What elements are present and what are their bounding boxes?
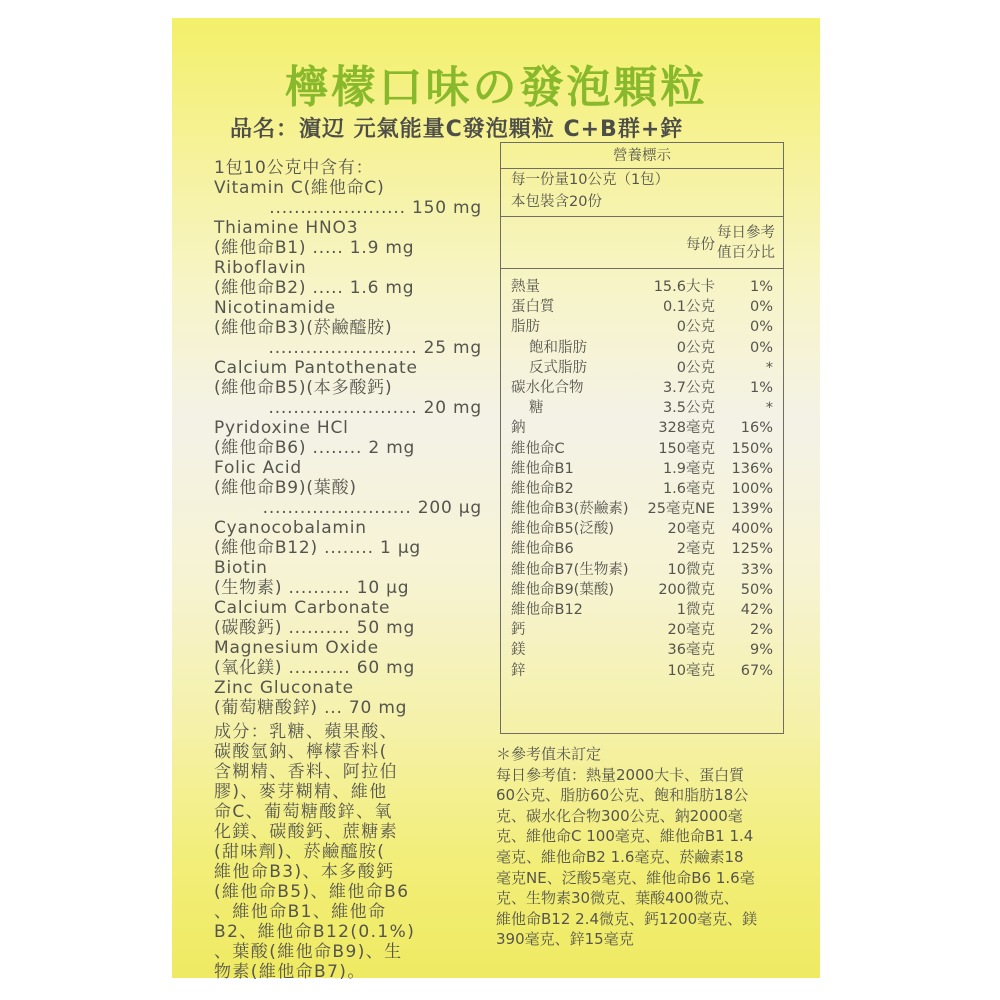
notes-line: 克、碳水化合物300公克、鈉2000毫: [496, 806, 743, 825]
notes-line: 維他命B12 2.4微克、鈣1200毫克、鎂: [496, 909, 758, 928]
nutrient-name: 維他命B7(生物素): [511, 561, 629, 578]
contents-line: (生物素) .......... 10 μg: [214, 578, 410, 598]
nutrient-amount: 0公克: [676, 339, 715, 356]
contents-line: (維他命B2) ..... 1.6 mg: [214, 278, 415, 298]
ingredients-line: 命C、葡萄糖酸鋅、氧: [214, 802, 393, 822]
serving-size: 每一份量10公克（1包）: [511, 172, 670, 188]
contents-line: Pyridoxine HCl: [214, 418, 349, 438]
nutrition-row: [501, 358, 783, 378]
nutrient-name: 維他命B2: [511, 480, 574, 497]
contents-line: 1包10公克中含有：: [214, 158, 374, 178]
contents-line: (維他命B12) ........ 1 μg: [214, 538, 422, 558]
nutrient-name: 飽和脂肪: [529, 339, 587, 356]
nutrient-daily-percent: 67%: [740, 662, 773, 679]
notes-line: 毫克、維他命B2 1.6毫克、菸鹼素18: [496, 847, 744, 866]
contents-line: (維他命B5)(本多酸鈣): [214, 378, 393, 398]
contents-line: Zinc Gluconate: [214, 678, 354, 698]
nutrient-name: 鋅: [511, 662, 526, 679]
contents-line: Calcium Pantothenate: [214, 358, 418, 378]
nutrition-row: [501, 459, 783, 479]
ingredients-line: 成分：乳糖、蘋果酸、: [214, 722, 398, 742]
contents-line: Nicotinamide: [214, 298, 336, 318]
nutrient-name: 脂肪: [511, 319, 540, 336]
contents-line: (維他命B3)(菸鹼醯胺): [214, 318, 393, 338]
nutrition-row: [501, 317, 783, 337]
nutrition-row: [501, 479, 783, 499]
contents-line: ...................... 150 mg: [269, 198, 482, 218]
nutrient-daily-percent: 33%: [740, 561, 773, 578]
ingredients-line: 化鎂、碳酸鈣、蔗糖素: [214, 822, 398, 842]
nutrition-row: [501, 439, 783, 459]
contents-line: Riboflavin: [214, 258, 307, 278]
nutrition-row: [501, 378, 783, 398]
nutrient-daily-percent: *: [765, 400, 773, 417]
nutrient-name: 維他命B12: [511, 602, 583, 618]
contents-line: Vitamin C(維他命C): [214, 178, 385, 198]
nutrient-amount: 25毫克NE: [647, 501, 715, 518]
contents-line: Thiamine HNO3: [214, 218, 359, 238]
daily-value-header: [715, 223, 777, 263]
nutrition-row: [501, 580, 783, 600]
product-title: 檸檬口味の發泡顆粒: [284, 62, 708, 113]
nutrient-amount: 328毫克: [658, 420, 715, 437]
notes-line: 克、生物素30微克、葉酸400微克、: [496, 889, 739, 908]
ingredients-line: 碳酸氫鈉、檸檬香料(: [214, 742, 388, 762]
nutrient-daily-percent: 136%: [731, 460, 773, 477]
nutrient-daily-percent: 9%: [749, 642, 773, 659]
nutrient-daily-percent: 139%: [731, 501, 773, 518]
contents-line: Biotin: [214, 558, 268, 578]
nutrient-daily-percent: 100%: [731, 480, 773, 497]
daily-value-header-line2: 值百分比: [717, 245, 775, 261]
contents-line: (氧化鎂) .......... 60 mg: [214, 658, 416, 678]
notes-line: 60公克、脂肪60公克、飽和脂肪18公: [496, 786, 749, 805]
nutrient-name: 維他命B5(泛酸): [511, 521, 614, 538]
nutrient-amount: 1微克: [676, 602, 715, 618]
notes-line: 毫克NE、泛酸5毫克、維他命B6 1.6毫: [496, 868, 755, 887]
nutrition-row: [501, 418, 783, 438]
nutrient-name: 蛋白質: [511, 299, 555, 316]
ingredients-line: 膠)、麥芽糊精、維他: [214, 782, 388, 802]
serving-info: [501, 169, 783, 217]
nutrient-amount: 36毫克: [667, 642, 715, 659]
contents-line: ........................ 200 μg: [262, 498, 482, 518]
contents-line: (維他命B6) ........ 2 mg: [214, 438, 416, 458]
nutrient-name: 鈉: [511, 420, 526, 437]
nutrient-daily-percent: 125%: [731, 541, 773, 558]
ingredients-line: (維他命B5)、維他命B6: [214, 882, 410, 902]
nutrient-daily-percent: 0%: [749, 299, 773, 316]
contents-line: (維他命B9)(葉酸): [214, 478, 357, 498]
package-panel: [172, 18, 820, 982]
contents-line: (維他命B1) ..... 1.9 mg: [214, 238, 415, 258]
nutrient-daily-percent: 16%: [740, 420, 773, 437]
contents-line: (碳酸鈣) .......... 50 mg: [214, 618, 416, 638]
nutrient-amount: 3.5公克: [662, 400, 715, 417]
nutrient-name: 碳水化合物: [511, 379, 584, 396]
nutrient-amount: 1.6毫克: [662, 480, 715, 497]
nutrition-row: [501, 519, 783, 539]
nutrient-name: 維他命B3(菸鹼素): [511, 501, 629, 518]
nutrient-daily-percent: *: [765, 359, 773, 376]
nutrient-amount: 10微克: [667, 561, 715, 578]
nutrition-row: [501, 499, 783, 519]
notes-block: [496, 744, 796, 950]
nutrient-daily-percent: 0%: [749, 339, 773, 356]
nutrient-daily-percent: 42%: [740, 602, 773, 618]
product-name-line: 品名：濵辺 元氣能量C發泡顆粒 C+B群+鋅: [230, 117, 684, 142]
ingredients-line: (甜味劑)、菸鹼醯胺(: [214, 842, 386, 862]
ingredients-line: B2、維他命B12(0.1%): [214, 922, 416, 942]
nutrient-name: 鎂: [511, 642, 526, 659]
contents-line: (葡萄糖酸鋅) ... 70 mg: [214, 698, 408, 718]
nutrition-heading: 營養標示: [501, 143, 783, 169]
notes-line: ＊參考值未訂定: [496, 745, 602, 763]
nutrient-daily-percent: 400%: [731, 521, 773, 538]
nutrition-row: [501, 620, 783, 640]
ingredients-line: 、維他命B1、維他命: [214, 902, 387, 922]
nutrition-row: [501, 398, 783, 418]
nutrient-name: 維他命B1: [511, 460, 574, 477]
servings-per-package: 本包裝含20份: [511, 194, 602, 210]
nutrition-rows: [501, 269, 783, 681]
nutrient-amount: 200微克: [658, 581, 715, 598]
nutrient-amount: 2毫克: [676, 541, 715, 558]
nutrient-name: 維他命B6: [511, 541, 574, 558]
nutrient-daily-percent: 50%: [740, 581, 773, 598]
nutrient-name: 鈣: [511, 622, 526, 639]
nutrient-name: 維他命B9(葉酸): [511, 581, 614, 598]
nutrient-name: 維他命C: [511, 440, 565, 457]
nutrient-amount: 1.9毫克: [662, 460, 715, 477]
contents-line: Calcium Carbonate: [214, 598, 391, 618]
notes-line: 每日參考值：熱量2000大卡、蛋白質: [496, 765, 745, 784]
nutrient-amount: 0公克: [676, 359, 715, 376]
nutrient-daily-percent: 1%: [749, 279, 773, 295]
ingredients-list: [214, 722, 484, 982]
nutrient-amount: 10毫克: [667, 662, 715, 679]
ingredients-line: 、葉酸(維他命B9)、生: [214, 942, 403, 962]
notes-line: 390毫克、鋅15毫克: [496, 930, 634, 949]
nutrition-row: [501, 277, 783, 297]
nutrient-amount: 20毫克: [667, 622, 715, 639]
contents-line: ........................ 20 mg: [268, 398, 482, 418]
nutrient-daily-percent: 150%: [731, 440, 773, 457]
nutrition-row: [501, 640, 783, 660]
nutrition-row: [501, 600, 783, 620]
nutrient-amount: 20毫克: [667, 521, 715, 538]
nutrient-daily-percent: 0%: [749, 319, 773, 336]
nutrient-daily-percent: 2%: [749, 622, 773, 639]
contents-list: [214, 158, 482, 718]
nutrition-row: [501, 297, 783, 317]
daily-value-header-line1: 每日參考: [717, 225, 775, 241]
contents-line: Cyanocobalamin: [214, 518, 367, 538]
nutrition-column-headers: [501, 217, 783, 269]
nutrient-name: 熱量: [511, 279, 540, 295]
nutrient-name: 反式脂肪: [529, 359, 587, 376]
notes-line: 克、維他命C 100毫克、維他命B1 1.4: [496, 827, 754, 846]
nutrient-amount: 0公克: [676, 319, 715, 336]
nutrient-amount: 3.7公克: [662, 379, 715, 396]
per-serving-header: 每份: [686, 237, 715, 253]
nutrition-table: [500, 142, 784, 734]
nutrient-daily-percent: 1%: [749, 379, 773, 396]
ingredients-line: 維他命B3)、本多酸鈣: [214, 862, 395, 882]
nutrient-amount: 150毫克: [658, 440, 715, 457]
ingredients-line: 含糊精、香料、阿拉伯: [214, 762, 398, 782]
nutrient-name: 糖: [529, 400, 544, 417]
contents-line: Magnesium Oxide: [214, 638, 379, 658]
contents-line: ........................ 25 mg: [268, 338, 482, 358]
ingredients-line: 物素(維他命B7)。: [214, 962, 366, 982]
nutrition-row: [501, 560, 783, 580]
nutrition-row: [501, 539, 783, 559]
contents-line: Folic Acid: [214, 458, 302, 478]
nutrient-amount: 15.6大卡: [653, 279, 715, 295]
nutrient-amount: 0.1公克: [662, 299, 715, 316]
nutrition-row: [501, 661, 783, 681]
nutrition-row: [501, 338, 783, 358]
